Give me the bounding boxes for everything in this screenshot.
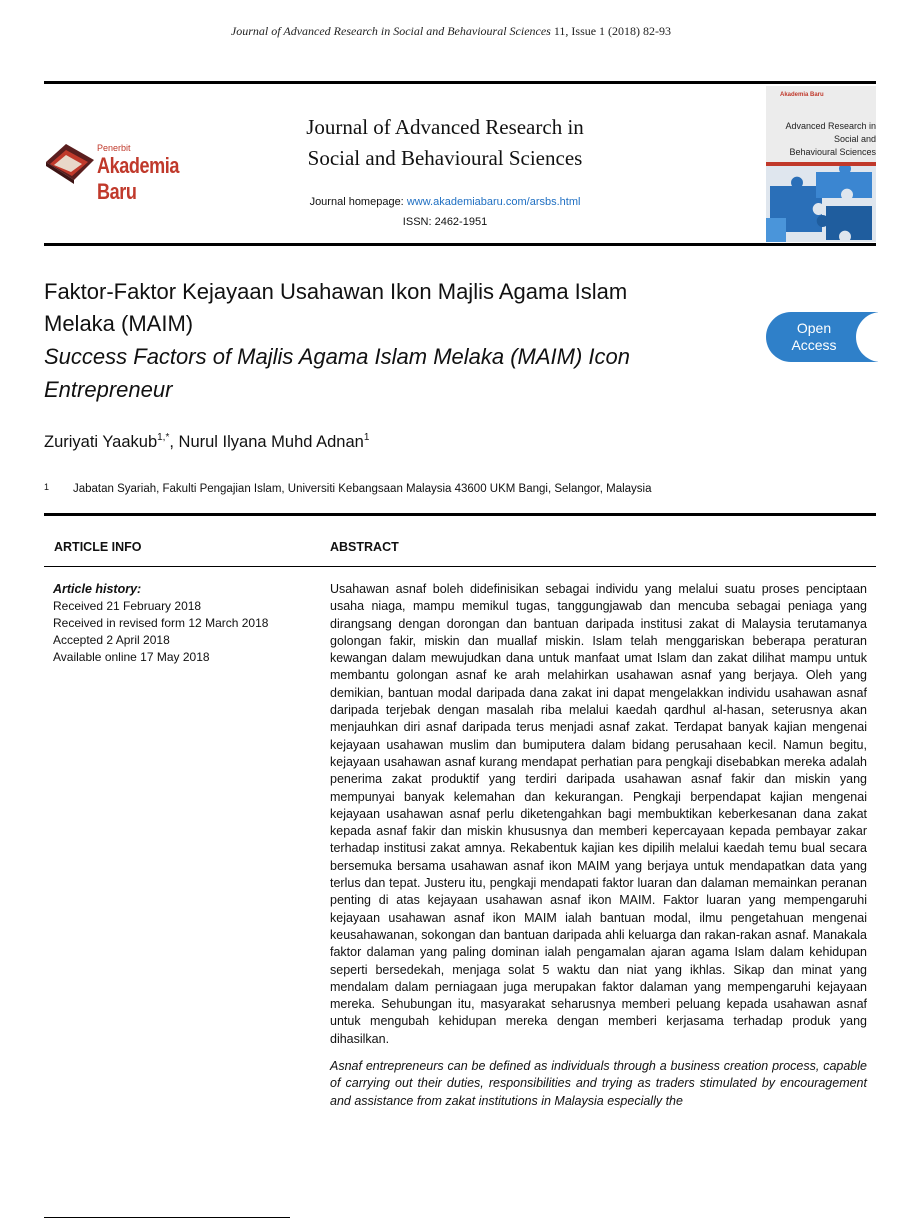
- title-english-line1: Success Factors of Majlis Agama Islam Melaka (MAIM) Icon: [44, 344, 631, 369]
- open-access-badge-cutout: [856, 312, 902, 362]
- article-history: [53, 581, 268, 666]
- author-affiliation-mark: 1: [363, 432, 370, 443]
- revised-date: Received in revised form 12 March 2018: [53, 616, 269, 630]
- journal-cover-thumbnail: [766, 86, 876, 242]
- publisher-logo: [44, 140, 244, 204]
- author-name: Zuriyati Yaakub: [44, 433, 158, 451]
- affiliation-text: Jabatan Syariah, Fakulti Pengajian Islam, Universiti Kebangsaan Malaysia 43600 UKM Bangi, Selangor, Malaysia: [73, 483, 652, 495]
- cover-title-line2: Social and: [833, 134, 876, 144]
- logo-penerbit-text: Penerbit: [97, 143, 131, 153]
- open-access-line2: Access: [791, 337, 837, 353]
- title-english-line2: Entrepreneur: [44, 377, 173, 402]
- affiliation-number: 1: [44, 482, 50, 492]
- article-title-english: [44, 340, 744, 406]
- title-malay-line2: Melaka (MAIM): [44, 311, 194, 336]
- info-top-rule: [44, 513, 876, 516]
- cover-title-line1: Advanced Research in: [785, 121, 876, 131]
- open-access-line1: Open: [796, 320, 832, 336]
- author-separator: ,: [169, 433, 179, 451]
- article-title-malay: [44, 276, 744, 340]
- logo-brand-text: Akademia Baru: [97, 153, 179, 204]
- journal-title-line1: Journal of Advanced Research in: [306, 115, 584, 139]
- header-bottom-rule: [44, 243, 876, 246]
- accepted-date: Accepted 2 April 2018: [53, 633, 170, 647]
- journal-homepage: [270, 196, 620, 208]
- author-list: [44, 432, 369, 452]
- journal-title: [270, 112, 620, 174]
- book-logo-icon: [44, 140, 96, 186]
- homepage-link[interactable]: www.akademiabaru.com/arsbs.html: [406, 196, 581, 208]
- journal-title-line2: Social and Behavioural Sciences: [307, 146, 583, 170]
- info-heading-rule: [44, 566, 876, 567]
- running-head: [0, 24, 902, 39]
- abstract-heading: ABSTRACT: [330, 540, 399, 554]
- footnote-rule: [44, 1217, 290, 1218]
- article-info-heading: ARTICLE INFO: [54, 540, 142, 554]
- author-affiliation-mark: 1,*: [157, 432, 170, 443]
- cover-title-line3: Behavioural Sciences: [789, 147, 876, 157]
- header-top-rule: [44, 81, 876, 84]
- author-name: Nurul Ilyana Muhd Adnan: [178, 433, 364, 451]
- cover-brand: Akademia Baru: [780, 92, 824, 98]
- article-history-label: Article history:: [53, 582, 142, 596]
- abstract-english: Asnaf entrepreneurs can be defined as individuals through a business creation process, capable of carrying out their duties, responsibilities and trying as traders stimulated by encouragement and assistance from zakat institutions in Malaysia especially the: [330, 1059, 867, 1108]
- abstract-malay: Usahawan asnaf boleh didefinisikan sebagai individu yang melalui suatu proses penciptaan usaha niaga, mampu memikul tugas, tanggungjawab dan mencuba sebagai peniaga yang dirangsang dengan dorongan dan bantuan daripada institusi zakat di Malaysia terutamanya golongan fakir, miskin dan muallaf miskin. Islam telah menggariskan beberapa peraturan kewangan dalam mewujudkan dana untuk manfaat umat Islam dan zakat dilihat mampu untuk membantu golongan asnaf ke arah melahirkan usahawan asnaf yang berjaya. Oleh yang demikian, bantuan modal daripada dana zakat ini dapat mengelakkan individu usahawan asnaf daripada terjebak dengan masalah riba melalui kaedah qardhul al-hasan, seterusnya akan menjauhkan diri asnaf daripada terus menjadi asnaf zakat. Terdapat banyak kajian mengenai kejayaan usahawan muslim dan bumiputera dalam bidang perusahaan kecil. Namun begitu, kejayaan usahawan asnaf kurang mendapat perhatian para pengkaji disebabkan mereka adalah penerima zakat produktif yang terdiri daripada usahawan asnaf fakir dan miskin yang mempunyai banyak kelemahan dan kekurangan. Pengkaji berpendapat kajian mengenai kejayaan usahawan asnaf perlu diketengahkan bagi membuktikan keberkesanan dana zakat kepada asnaf fakir dan miskin khususnya dan memberi kepercayaan kepada pembayar zakar terhadap institusi zakat amnya. Rekabentuk kajian kes dipilih melalui kaedah temu bual secara bersemuka bersama usahawan asnaf ikon MAIM yang berjaya untuk mendapatkan data yang terlus dan tepat. Justeru itu, pengkaji mendapati faktor luaran dan dalaman memainkan peranan penting di atas kejayaan usahawan asnaf ikon MAIM. Faktor luaran yang mempengaruhi kejayaan usahawan asnaf ikon MAIM ialah bantuan modal, ilmu pengetahuan mengenai keusahawanan, sokongan dan bantuan daripada ahli keluarga dan rakan-rakan asnaf. Manakala faktor dalaman yang paling dominan ialah pengamalan ajaran agama Islam dalam kehidupan seperti bersedekah, menjaga solat 5 waktu dan niat yang ikhlas. Sikap dan minat yang mendalam dalam perniagaan juga merupakan faktor dalaman yang mempengaruhi kejayaan mereka. Sehubungan itu, masyarakat seharusnya memberi peluang kepada usahawan asnaf untuk mengubah kehidupan mereka dengan memberi kerjasama terhadap produk yang dihasilkan.: [330, 582, 867, 1046]
- affiliation: [44, 482, 652, 495]
- received-date: Received 21 February 2018: [53, 599, 202, 613]
- cover-title: [772, 120, 876, 159]
- issn: ISSN: 2462-1951: [402, 216, 488, 228]
- homepage-label: Journal homepage:: [309, 196, 404, 208]
- title-malay-line1: Faktor-Faktor Kejayaan Usahawan Ikon Majlis Agama Islam: [44, 279, 628, 304]
- online-date: Available online 17 May 2018: [53, 650, 210, 664]
- running-head-journal: Journal of Advanced Research in Social and Behavioural Sciences: [230, 24, 551, 38]
- running-head-issue: 11, Issue 1 (2018) 82-93: [553, 24, 672, 38]
- abstract-body: [330, 581, 867, 1110]
- puzzle-pieces-icon: [766, 166, 876, 242]
